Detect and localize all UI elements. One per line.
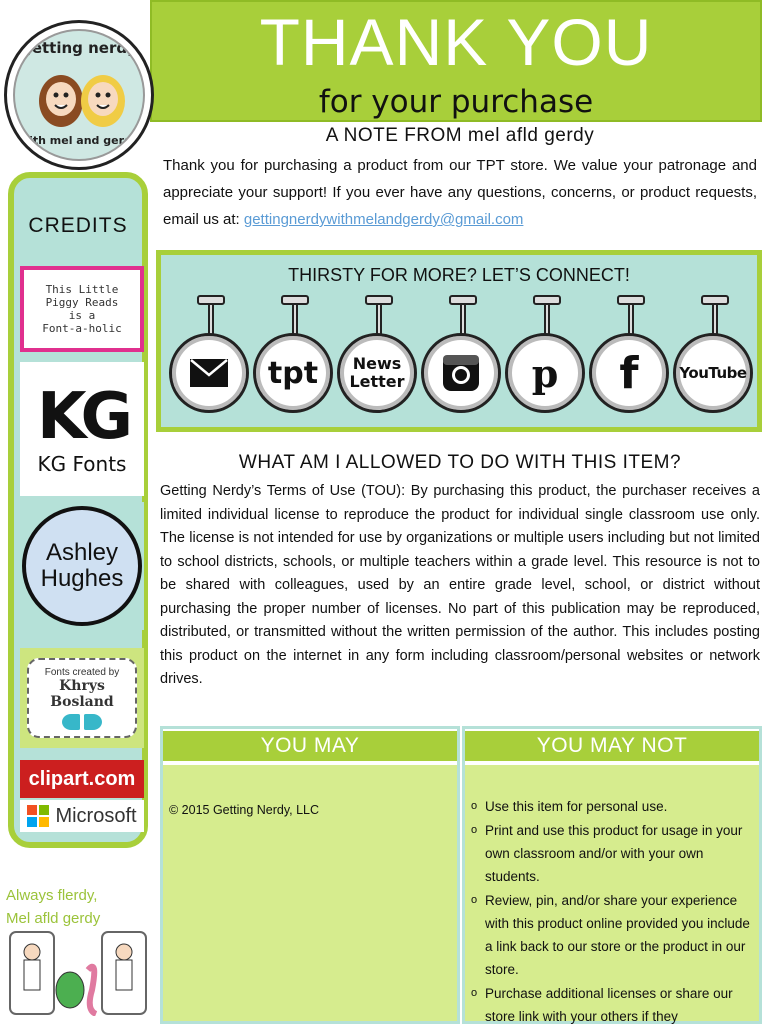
ashley-hughes-badge bbox=[22, 506, 142, 626]
page-title: THANK YOU bbox=[259, 5, 653, 79]
getting-nerdy-logo bbox=[4, 20, 154, 170]
youtube-label: YouTube bbox=[679, 364, 747, 382]
terms-of-use-text: Getting Nerdy’s Terms of Use (TOU): By purchasing this product, the purchaser receives a limited individual license to reproduce the product for individual single classroom use only. The license is not intended for use by organizations or multiple users including but not limited to school districts, schools, or multiple teachers within a grade level. This resource is not to be shared with colleagues, used by an entire grade level, school, or district without purchasing the proper number of licenses. No part of this publication may be reproduced, distributed, or transmitted without the written permission of the author. This includes posting this product on the internet in any form including classroom/personal websites or network drives. bbox=[160, 483, 760, 687]
credit-kg-fonts bbox=[20, 362, 144, 496]
tag-hook bbox=[365, 295, 393, 305]
facebook-tag[interactable] bbox=[587, 293, 671, 423]
you-may-heading: YOU MAY bbox=[163, 731, 457, 761]
tag-hook bbox=[449, 295, 477, 305]
credit-clipart bbox=[20, 760, 144, 798]
tag-stem bbox=[544, 303, 550, 337]
lab-illustration bbox=[8, 930, 148, 1016]
tpt-icon bbox=[253, 333, 333, 413]
piggy-line-2: Piggy Reads bbox=[45, 296, 119, 309]
facebook-label: f bbox=[619, 347, 639, 399]
tag-stem bbox=[460, 303, 466, 337]
tag-stem bbox=[208, 303, 214, 337]
you-may-not-body bbox=[465, 765, 759, 1024]
tag-hook bbox=[533, 295, 561, 305]
logo-top-text: getting nerdy bbox=[21, 39, 137, 57]
signoff-line-2: Mel afld gerdy bbox=[6, 910, 101, 927]
credits-title: CREDITS bbox=[28, 214, 128, 237]
ashley-first-name: Ashley bbox=[45, 539, 119, 566]
tag-stem bbox=[376, 303, 382, 337]
youtube-tag[interactable] bbox=[671, 293, 755, 423]
you-may-not-heading: YOU MAY NOT bbox=[465, 731, 759, 761]
newsletter-tag[interactable] bbox=[335, 293, 419, 423]
tag-stem bbox=[712, 303, 718, 337]
list-item: o Review, pin, and/or share your experience with this product online provided you include a link back to our store or the product in our store. bbox=[471, 889, 759, 981]
social-tags bbox=[167, 293, 757, 423]
tag-hook bbox=[281, 295, 309, 305]
email-link[interactable]: gettingnerdywithmelandgerdy@gmail.com bbox=[243, 211, 524, 228]
note-title: A NOTE FROM mel afld gerdy bbox=[325, 125, 595, 146]
tag-hook bbox=[197, 295, 225, 305]
piggy-line-3: is a bbox=[68, 309, 96, 322]
logo-inner-circle bbox=[13, 29, 145, 161]
clipart-label: clipart.com bbox=[28, 767, 136, 790]
you-may-not-column bbox=[462, 726, 762, 1024]
khrys-top-text: Fonts created by bbox=[44, 666, 120, 678]
list-item: o Purchase additional licenses or share our store link with your others if they bbox=[471, 982, 759, 1024]
signoff-line-1: Always flerdy, bbox=[6, 887, 98, 904]
list-item: o Print and use this product for usage in your own classroom and/or with your own students. bbox=[471, 819, 759, 888]
piggy-line-4: Font-a-holic bbox=[42, 322, 122, 335]
ashley-last-name: Hughes bbox=[40, 565, 124, 592]
copyright-text: © 2015 Getting Nerdy, LLC bbox=[169, 803, 320, 817]
you-may-column bbox=[160, 726, 460, 1024]
pinterest-icon bbox=[505, 333, 585, 413]
credit-ashley-hughes bbox=[20, 502, 144, 630]
pinterest-tag[interactable] bbox=[503, 293, 587, 423]
piggy-line-1: This Little bbox=[45, 283, 119, 296]
you-may-not-list bbox=[471, 795, 759, 1024]
pinterest-label: p bbox=[531, 350, 559, 396]
tag-hook bbox=[701, 295, 729, 305]
note-text: Thank you for purchasing a product from our TPT store. We value your patronage and appreciate your support! If you ever have any questions, concerns, or product requests, email us at: bbox=[163, 157, 757, 228]
tag-stem bbox=[628, 303, 634, 337]
tpt-tag[interactable] bbox=[251, 293, 335, 423]
newsletter-icon bbox=[337, 333, 417, 413]
tpt-label: tpt bbox=[267, 355, 319, 391]
connect-panel bbox=[156, 250, 762, 432]
tag-stem bbox=[292, 303, 298, 337]
microsoft-label: Microsoft bbox=[55, 804, 137, 827]
youtube-icon bbox=[673, 333, 753, 413]
header-banner bbox=[150, 0, 762, 122]
logo-bottom-text: with mel and gerdy bbox=[18, 134, 140, 147]
credit-khrys-bosland bbox=[20, 648, 144, 748]
email-tag[interactable] bbox=[167, 293, 251, 423]
allowed-title: WHAT AM I ALLOWED TO DO WITH THIS ITEM? bbox=[238, 452, 682, 473]
bow-icon bbox=[62, 714, 102, 730]
microsoft-logo-icon bbox=[27, 805, 49, 827]
kg-fonts-name: KG Fonts bbox=[37, 452, 127, 476]
facebook-icon bbox=[589, 333, 669, 413]
page-subtitle: for your purchase bbox=[318, 84, 594, 120]
kg-logo-mark: KG bbox=[36, 380, 128, 454]
khrys-name: Khrys Bosland bbox=[50, 677, 114, 710]
credits-sidebar bbox=[8, 172, 148, 848]
list-item: o Use this item for personal use. bbox=[471, 795, 759, 818]
credit-piggy-reads bbox=[20, 266, 144, 352]
instagram-icon bbox=[421, 333, 501, 413]
credit-microsoft bbox=[20, 800, 144, 832]
note-body bbox=[163, 152, 757, 233]
signoff bbox=[6, 884, 156, 930]
connect-title: THIRSTY FOR MORE? LET’S CONNECT! bbox=[288, 265, 630, 285]
you-may-body bbox=[163, 765, 457, 1021]
newsletter-label: News Letter bbox=[349, 354, 405, 391]
khrys-bosland-badge bbox=[27, 658, 137, 738]
email-icon bbox=[169, 333, 249, 413]
instagram-tag[interactable] bbox=[419, 293, 503, 423]
tag-hook bbox=[617, 295, 645, 305]
